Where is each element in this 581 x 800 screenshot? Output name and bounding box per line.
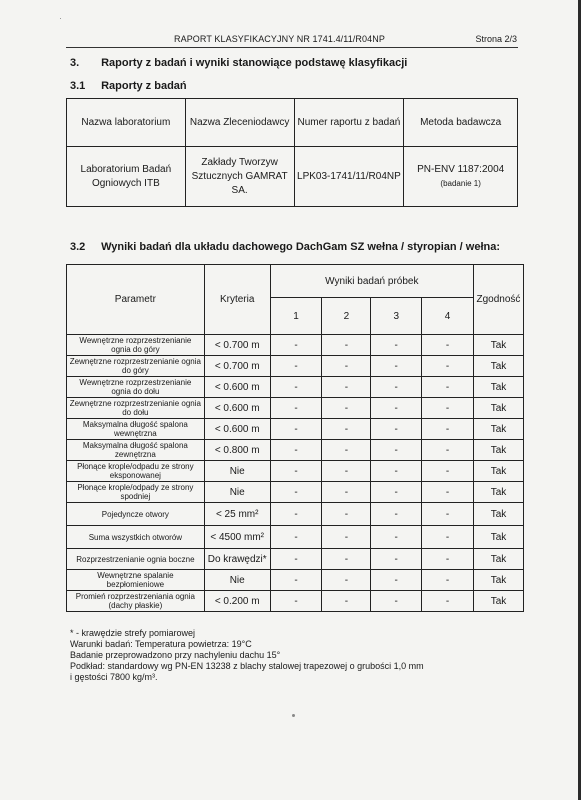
sample-2-cell: - xyxy=(322,482,371,503)
table-row xyxy=(67,503,524,526)
sample-2-cell: - xyxy=(322,419,371,440)
table-row xyxy=(67,570,524,591)
parameter-cell: Wewnętrzne spalanie bezpłomieniowe xyxy=(67,570,205,591)
sample-4-cell: - xyxy=(422,377,474,398)
compliance-cell: Tak xyxy=(473,570,523,591)
section-3-number: 3. xyxy=(70,57,80,69)
note-line: Badanie przeprowadzono przy nachyleniu dachu 15° xyxy=(70,650,281,660)
sample-2-cell: - xyxy=(322,526,371,549)
results-header-row-1 xyxy=(67,265,524,298)
header-compliance: Zgodność xyxy=(473,265,523,335)
sample-1-cell: - xyxy=(270,440,322,461)
sample-3-cell: - xyxy=(371,526,422,549)
report-title: RAPORT KLASYFIKACYJNY NR 1741.4/11/R04NP xyxy=(174,34,385,44)
compliance-cell: Tak xyxy=(473,440,523,461)
sample-3-cell: - xyxy=(371,570,422,591)
compliance-cell: Tak xyxy=(473,482,523,503)
sample-3-cell: - xyxy=(371,356,422,377)
sample-3-cell: - xyxy=(371,549,422,570)
sample-3-cell: - xyxy=(371,419,422,440)
sample-1-cell: - xyxy=(270,526,322,549)
table-row xyxy=(67,377,524,398)
reports-table xyxy=(66,98,518,207)
header-parameter: Parametr xyxy=(67,265,205,335)
sample-3-cell: - xyxy=(371,482,422,503)
sample-2-cell: - xyxy=(322,377,371,398)
compliance-cell: Tak xyxy=(473,419,523,440)
criteria-cell: Do krawędzi* xyxy=(204,549,270,570)
compliance-cell: Tak xyxy=(473,377,523,398)
sample-3-cell: - xyxy=(371,335,422,356)
compliance-cell: Tak xyxy=(473,591,523,612)
table-row xyxy=(67,398,524,419)
sample-2-cell: - xyxy=(322,440,371,461)
criteria-cell: < 0.600 m xyxy=(204,398,270,419)
sample-4-cell: - xyxy=(422,591,474,612)
section-3-1-heading xyxy=(70,80,187,92)
sample-1-cell: - xyxy=(270,419,322,440)
sample-4-cell: - xyxy=(422,549,474,570)
parameter-cell: Rozprzestrzenianie ognia boczne xyxy=(67,549,205,570)
sample-4-cell: - xyxy=(422,503,474,526)
compliance-cell: Tak xyxy=(473,398,523,419)
sample-4-cell: - xyxy=(422,461,474,482)
criteria-cell: < 0.700 m xyxy=(204,356,270,377)
method-name: PN-ENV 1187:2004 xyxy=(417,163,505,175)
table-row xyxy=(67,549,524,570)
parameter-cell: Suma wszystkich otworów xyxy=(67,526,205,549)
section-3-1-title: Raporty z badań xyxy=(101,80,187,92)
parameter-cell: Maksymalna długość spalona wewnętrzna xyxy=(67,419,205,440)
table-row xyxy=(67,356,524,377)
sample-4-cell: - xyxy=(422,335,474,356)
client-name: Zakłady Tworzyw Sztucznych GAMRAT SA. xyxy=(185,147,294,207)
sample-2-cell: - xyxy=(322,461,371,482)
sample-1-header: 1 xyxy=(270,298,322,335)
criteria-cell: < 0.800 m xyxy=(204,440,270,461)
compliance-cell: Tak xyxy=(473,335,523,356)
table-row xyxy=(67,440,524,461)
sample-2-cell: - xyxy=(322,591,371,612)
sample-1-cell: - xyxy=(270,335,322,356)
parameter-cell: Płonące krople/odpadu ze strony eksponowanej xyxy=(67,461,205,482)
sample-4-cell: - xyxy=(422,526,474,549)
header-sample-results: Wyniki badań próbek xyxy=(270,265,473,298)
parameter-cell: Promień rozprzestrzeniania ognia (dachy płaskie) xyxy=(67,591,205,612)
method-cell xyxy=(404,147,518,207)
notes xyxy=(70,628,424,683)
compliance-cell: Tak xyxy=(473,549,523,570)
results-table xyxy=(66,264,524,612)
sample-1-cell: - xyxy=(270,570,322,591)
note-line: i gęstości 7800 kg/m³. xyxy=(70,672,158,682)
section-3-title: Raporty z badań i wyniki stanowiące podstawę klasyfikacji xyxy=(101,57,408,69)
method-note: (badanie 1) xyxy=(440,178,481,188)
lab-name: Laboratorium Badań Ogniowych ITB xyxy=(67,147,186,207)
table-row xyxy=(67,482,524,503)
sample-1-cell: - xyxy=(270,461,322,482)
sample-3-cell: - xyxy=(371,398,422,419)
table-row xyxy=(67,461,524,482)
sample-1-cell: - xyxy=(270,356,322,377)
parameter-cell: Wewnętrzne rozprzestrzenianie ognia do góry xyxy=(67,335,205,356)
compliance-cell: Tak xyxy=(473,461,523,482)
sample-2-cell: - xyxy=(322,398,371,419)
sample-1-cell: - xyxy=(270,482,322,503)
header-client: Nazwa Zleceniodawcy xyxy=(185,99,294,147)
parameter-cell: Wewnętrzne rozprzestrzenianie ognia do dołu xyxy=(67,377,205,398)
sample-2-cell: - xyxy=(322,503,371,526)
parameter-cell: Płonące krople/odpady ze strony spodniej xyxy=(67,482,205,503)
sample-4-header: 4 xyxy=(422,298,474,335)
sample-2-cell: - xyxy=(322,356,371,377)
note-line: Podkład: standardowy wg PN-EN 13238 z blachy stalowej trapezowej o grubości 1,0 mm xyxy=(70,661,424,671)
compliance-cell: Tak xyxy=(473,503,523,526)
sample-1-cell: - xyxy=(270,503,322,526)
results-rows xyxy=(67,335,524,612)
reports-header-row xyxy=(67,99,518,147)
compliance-cell: Tak xyxy=(473,526,523,549)
criteria-cell: < 25 mm² xyxy=(204,503,270,526)
criteria-cell: < 4500 mm² xyxy=(204,526,270,549)
parameter-cell: Pojedyncze otwory xyxy=(67,503,205,526)
table-row xyxy=(67,591,524,612)
header-method: Metoda badawcza xyxy=(404,99,518,147)
sample-4-cell: - xyxy=(422,398,474,419)
criteria-cell: < 0.200 m xyxy=(204,591,270,612)
sample-3-cell: - xyxy=(371,503,422,526)
sample-2-cell: - xyxy=(322,570,371,591)
criteria-cell: Nie xyxy=(204,461,270,482)
note-line: Warunki badań: Temperatura powietrza: 19°C xyxy=(70,639,252,649)
header-report-number: Numer raportu z badań xyxy=(294,99,404,147)
sample-3-cell: - xyxy=(371,461,422,482)
table-row xyxy=(67,526,524,549)
sample-4-cell: - xyxy=(422,419,474,440)
sample-2-cell: - xyxy=(322,335,371,356)
scan-dot xyxy=(292,714,295,717)
sample-2-cell: - xyxy=(322,549,371,570)
sample-3-header: 3 xyxy=(371,298,422,335)
header-lab: Nazwa laboratorium xyxy=(67,99,186,147)
section-3-2-heading xyxy=(70,241,500,253)
table-row xyxy=(67,419,524,440)
parameter-cell: Maksymalna długość spalona zewnętrzna xyxy=(67,440,205,461)
scan-speck xyxy=(60,18,61,19)
page-number: Strona 2/3 xyxy=(475,34,517,44)
page-header xyxy=(66,34,515,48)
sample-4-cell: - xyxy=(422,570,474,591)
sample-3-cell: - xyxy=(371,591,422,612)
header-criteria: Kryteria xyxy=(204,265,270,335)
section-3-2-title: Wyniki badań dla układu dachowego DachGam SZ wełna / styropian / wełna: xyxy=(101,241,501,253)
section-3-1-number: 3.1 xyxy=(70,80,86,92)
criteria-cell: < 0.600 m xyxy=(204,419,270,440)
sample-1-cell: - xyxy=(270,398,322,419)
section-3-2-number: 3.2 xyxy=(70,241,86,253)
section-3-heading xyxy=(70,57,407,69)
sample-3-cell: - xyxy=(371,440,422,461)
criteria-cell: Nie xyxy=(204,482,270,503)
note-line: * - krawędzie strefy pomiarowej xyxy=(70,628,196,638)
sample-1-cell: - xyxy=(270,591,322,612)
criteria-cell: Nie xyxy=(204,570,270,591)
criteria-cell: < 0.700 m xyxy=(204,335,270,356)
sample-4-cell: - xyxy=(422,440,474,461)
parameter-cell: Zewnętrzne rozprzestrzenianie ognia do dołu xyxy=(67,398,205,419)
sample-2-header: 2 xyxy=(322,298,371,335)
table-row xyxy=(67,335,524,356)
report-number: LPK03-1741/11/R04NP xyxy=(294,147,404,207)
sample-4-cell: - xyxy=(422,482,474,503)
sample-1-cell: - xyxy=(270,377,322,398)
compliance-cell: Tak xyxy=(473,356,523,377)
sample-1-cell: - xyxy=(270,549,322,570)
sample-3-cell: - xyxy=(371,377,422,398)
criteria-cell: < 0.600 m xyxy=(204,377,270,398)
reports-data-row xyxy=(67,147,518,207)
header-divider xyxy=(66,47,518,48)
sample-4-cell: - xyxy=(422,356,474,377)
parameter-cell: Zewnętrzne rozprzestrzenianie ognia do góry xyxy=(67,356,205,377)
